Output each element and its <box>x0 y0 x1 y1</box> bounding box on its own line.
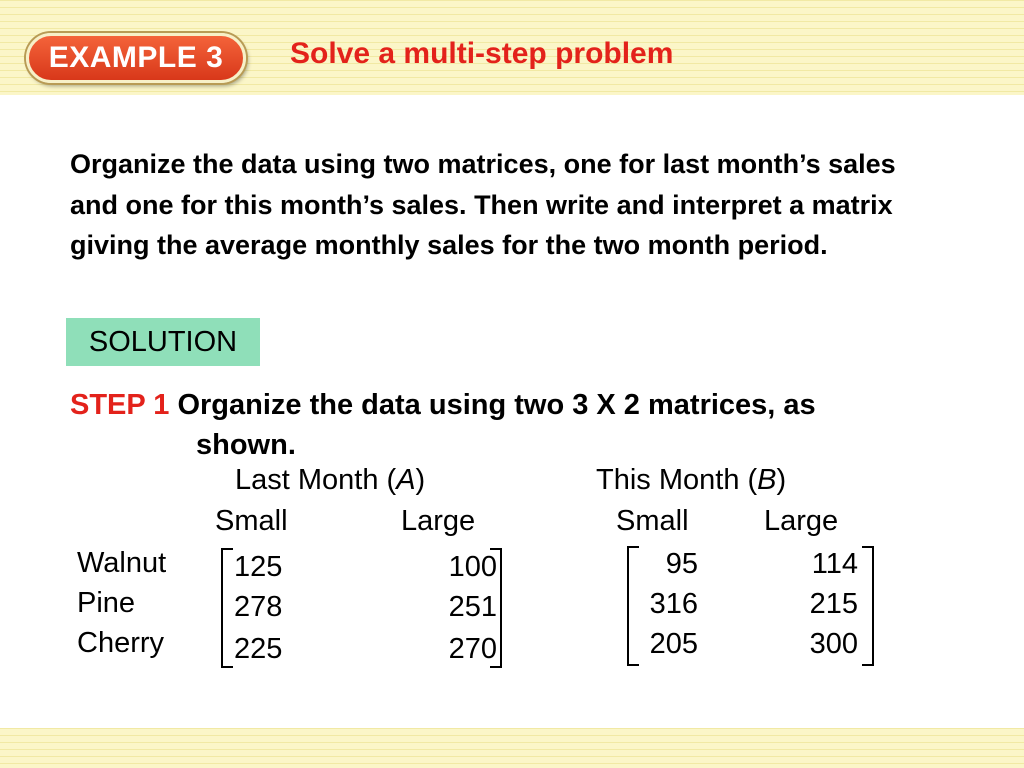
step1-text: Organize the data using two 3 X 2 matrices, as <box>177 389 816 421</box>
step1-line2: shown. <box>196 429 296 461</box>
matrix-b-cell: 114 <box>811 548 858 580</box>
row-label-walnut: Walnut <box>77 547 167 579</box>
matrix-a-col-small: Small <box>215 505 288 537</box>
matrix-a-cell: 225 <box>234 633 283 665</box>
matrix-a-cell: 270 <box>448 633 497 665</box>
matrix-b-cell: 215 <box>809 588 858 620</box>
matrix-a-col-large: Large <box>401 505 476 537</box>
matrix-b-cell: 316 <box>649 588 698 620</box>
example-badge: EXAMPLE 3 <box>26 33 246 83</box>
row-label-pine: Pine <box>77 587 136 619</box>
step1-line1 <box>70 389 816 422</box>
matrix-a-cell: 278 <box>234 591 283 623</box>
page-title: Solve a multi-step problem <box>290 37 674 70</box>
matrix-b-title: This Month (B) <box>596 464 787 496</box>
matrix-b-cell: 205 <box>649 628 698 660</box>
matrix-a-left-bracket <box>221 548 233 668</box>
matrix-b-cell: 95 <box>665 548 698 580</box>
matrix-b-cell: 300 <box>809 628 858 660</box>
matrix-b-right-bracket <box>862 546 874 666</box>
matrix-a-cell: 251 <box>448 591 497 623</box>
matrix-b-col-large: Large <box>764 505 839 537</box>
footer-band <box>0 728 1024 768</box>
matrix-a-title: Last Month (A) <box>235 464 426 496</box>
row-label-cherry: Cherry <box>77 627 165 659</box>
matrix-a-cell: 100 <box>448 551 497 583</box>
solution-label: SOLUTION <box>66 318 260 366</box>
matrix-b-col-small: Small <box>616 505 689 537</box>
step1-label: STEP 1 <box>70 389 170 421</box>
problem-text: Organize the data using two matrices, one for last month’s sales and one for this month’s sales. Then write and interpret a matrix giving the average monthly sales for the two month period. <box>70 149 896 260</box>
matrix-a-cell: 125 <box>234 551 283 583</box>
